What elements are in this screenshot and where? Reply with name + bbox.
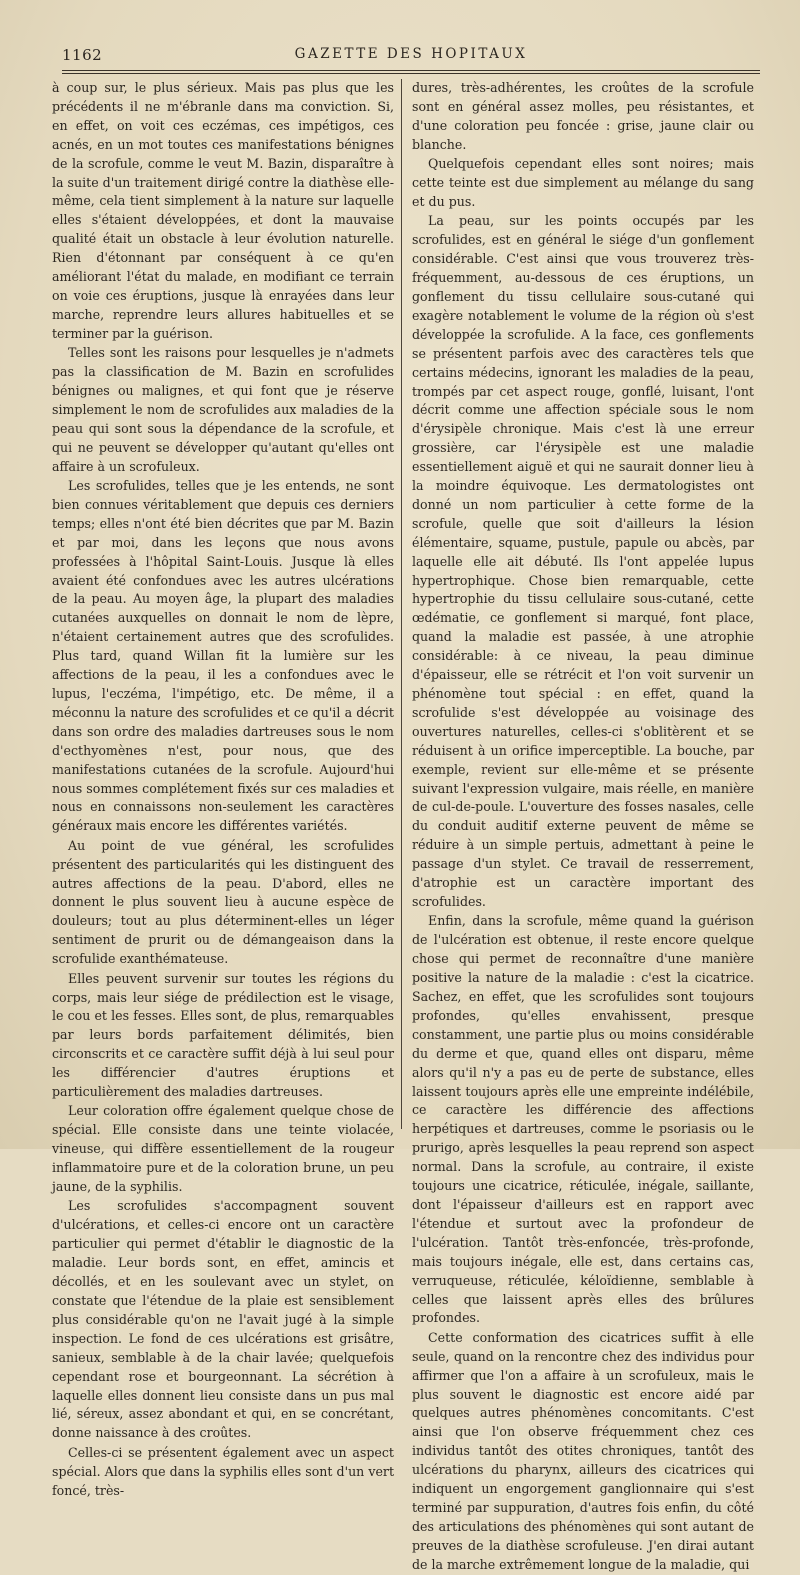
page-header (62, 40, 760, 71)
paragraph: dures, très-adhérentes, les croûtes de la scrofule sont en général assez molles, peu résistantes, et d'une coloration peu foncée : grise, jaune clair ou blanche. (412, 80, 754, 152)
paragraph: Enfin, dans la scrofule, même quand la guérison de l'ulcération est obtenue, il reste encore quelque chose qui permet de reconnaître d'une manière positive la nature de la maladie : c'est la cicatrice. Sachez, en effet, que les scrofulides sont toujours profondes, qu'elles envahissent, presque constamment, une partie plus ou moins considérable du derme et que, quand elles ont disparu, même alors qu'il n'y a pas eu de perte de substance, elles laissent toujours après elle une empreinte indélébile, ce caractère les différencie des affections herpétiques et dartreuses, comme le psoriasis ou le prurigo, après lesquelles la peau reprend son aspect normal. Dans la scrofule, au contraire, il existe toujours une cicatrice, réticulée, inégale, saillante, dont l'épaisseur d'ailleurs est en rapport avec l'étendue et surtout avec la profondeur de l'ulcération. Tantôt très-enfoncée, très-profonde, mais toujours inégale, elle est, dans certains cas, verruqueuse, réticulée, kéloïdienne, semblable à celles que laissent après elles des brûlures profondes. (412, 913, 754, 1326)
left-column (52, 79, 394, 1501)
paragraph: à coup sur, le plus sérieux. Mais pas plus que les précédents il ne m'ébranle dans ma conviction. Si, en effet, on voit ces eczémas, ces impétigos, ces acnés, en un mot toutes ces manifestations bénignes de la scrofule, comme le veut M. Bazin, disparaître à la suite d'un traitement dirigé contre la diathèse elle-même, cela tient simplement à la nature sur laquelle elles s'étaient développées, et dont la mauvaise qualité était un obstacle à leur évolution naturelle. Rien d'étonnant par conséquent à ce qu'en améliorant l'état du malade, en modifiant ce terrain on voie ces éruptions, jusque là enrayées dans leur marche, reprendre leurs allures habituelles et se terminer par la guérison. (52, 80, 394, 341)
paragraph: Celles-ci se présentent également avec un aspect spécial. Alors que dans la syphilis elles sont d'un vert foncé, très- (52, 1444, 394, 1498)
paragraph: Elles peuvent survenir sur toutes les régions du corps, mais leur siége de prédilection est le visage, le cou et les fesses. Elles sont, de plus, remarquables par leurs bords parfaitement délimités, bien circonscrits et ce caractère suffit déjà à lui seul pour les différencier d'autres éruptions et particulièrement des maladies dartreuses. (52, 970, 394, 1100)
paragraph: Quelquefois cependant elles sont noires; mais cette teinte est due simplement au mélange du sang et du pus. (412, 156, 754, 209)
page-number: 1162 (62, 46, 103, 64)
paragraph: Les scrofulides, telles que je les entends, ne sont bien connues véritablement que depuis ces derniers temps; elles n'ont été bien décrites que par M. Bazin et par moi, dans les leçons que nous avons professées à l'hôpital Saint-Louis. Jusque là elles avaient été confondues avec les autres ulcérations de la peau. Au moyen âge, la plupart des maladies cutanées auxquelles on donnait le nom de lèpre, n'étaient certainement autres que des scrofulides. Plus tard, quand Willan fit la lumière sur les affections de la peau, il les a confondues avec le lupus, l'eczéma, l'impétigo, etc. De même, il a méconnu la nature des scrofulides et ce qu'il a décrit dans son ordre des maladies dartreuses sous le nom d'ecthyomènes n'est, pour nous, que des manifestations cutanées de la scrofule. Aujourd'hui nous sommes complétement fixés sur ces maladies et nous en connaissons non-seulement les caractères généraux mais encore les différentes variétés. (52, 478, 394, 834)
journal-title: GAZETTE DES HOPITAUX (294, 46, 528, 62)
paragraph: Les scrofulides s'accompagnent souvent d'ulcérations, et celles-ci encore ont un caractère particulier qui permet d'établir le diagnostic de la maladie. Leur bords sont, en effet, amincis et décollés, et en les soulevant avec un stylet, on constate que l'étendue de la plaie est sensiblement plus considérable qu'on ne l'avait jugé à la simple inspection. Le fond de ces ulcérations est grisâtre, sanieux, semblable à de la chair lavée; quelquefois cependant rose et bourgeonnant. La sécrétion à laquelle elles donnent lieu consiste dans un pus mal lié, séreux, assez abondant et qui, en se concrétant, donne naissance à des croûtes. (52, 1198, 394, 1441)
paragraph: Au point de vue général, les scrofulides présentent des particularités qui les distinguent des autres affections de la peau. D'abord, elles ne donnent le plus souvent lieu à aucune espèce de douleurs; tout au plus déterminent-elles un léger sentiment de prurit ou de démangeaison dans la scrofulide exanthémateuse. (52, 837, 394, 967)
paragraph: La peau, sur les points occupés par les scrofulides, est en général le siége d'un gonflement considérable. C'est ainsi que vous trouverez très-fréquemment, au-dessous de ces éruptions, un gonflement du tissu cellulaire sous-cutané qui exagère notablement le volume de la région où s'est développée la scrofulide. A la face, ces gonflements se présentent parfois avec des caractères tels que certains médecins, ignorant les maladies de la peau, trompés par cet aspect rouge, gonflé, luisant, l'ont décrit comme une affection spéciale sous le nom d'érysipèle chronique. Mais c'est là une erreur grossière, car l'érysipèle est une maladie essentiellement aiguë et qui ne saurait donner lieu à la moindre équivoque. Les dermatologistes ont donné un nom particulier à cette forme de la scrofule, quelle que soit d'ailleurs la lésion élémentaire, squame, pustule, papule ou abcès, par laquelle elle ait débuté. Ils l'ont appelée lupus hypertrophique. Chose bien remarquable, cette hypertrophie du tissu cellulaire sous-cutané, cette œdématie, ce gonflement si marqué, font place, quand la maladie est passée, à une atrophie considérable: à ce niveau, la peau diminue d'épaisseur, elle se rétrécit et l'on voit survenir un phénomène tout spécial : en effet, quand la scrofulide s'est développée au voisinage des ouvertures naturelles, celles-ci s'oblitèrent et se réduisent à un orifice imperceptible. La bouche, par exemple, revient sur elle-même et se présente suivant l'expression vulgaire, mais réelle, en manière de cul-de-poule. L'ouverture des fosses nasales, celle du conduit auditif externe peuvent de même se réduire à un simple pertuis, admettant à peine le passage d'un stylet. Ce travail de resserrement, d'atrophie est un caractère important des scrofulides. (412, 213, 754, 909)
paragraph: Cette conformation des cicatrices suffit à elle seule, quand on la rencontre chez des individus pour affirmer que l'on a affaire à un scrofuleux, mais le plus souvent le diagnostic est encore aidé par quelques autres phénomènes concomitants. C'est ainsi que l'on observe fréquemment chez ces individus tantôt des otites chroniques, tantôt des ulcérations du pharynx, ailleurs des cicatrices qui indiquent un engorgement ganglionnaire qui s'est terminé par suppuration, d'autres fois enfin, du côté des articulations des phénomènes qui sont autant de preuves de la diathèse scrofuleuse. J'en dirai autant de la marche extrêmement longue de la maladie, qui (412, 1329, 754, 1572)
header-rule (62, 73, 760, 74)
column-divider (401, 79, 402, 1129)
paragraph: Telles sont les raisons pour lesquelles je n'admets pas la classification de M. Bazin en scrofulides bénignes ou malignes, et qui font que je réserve simplement le nom de scrofulides aux maladies de la peau qui sont sous la dépendance de la scrofule, et qui ne peuvent se développer qu'autant qu'elles ont affaire à un scrofuleux. (52, 345, 394, 474)
paragraph: Leur coloration offre également quelque chose de spécial. Elle consiste dans une teinte violacée, vineuse, qui diffère essentiellement de la rougeur inflammatoire pure et de la coloration brune, un peu jaune, de la syphilis. (52, 1103, 394, 1195)
right-column (412, 79, 754, 1575)
